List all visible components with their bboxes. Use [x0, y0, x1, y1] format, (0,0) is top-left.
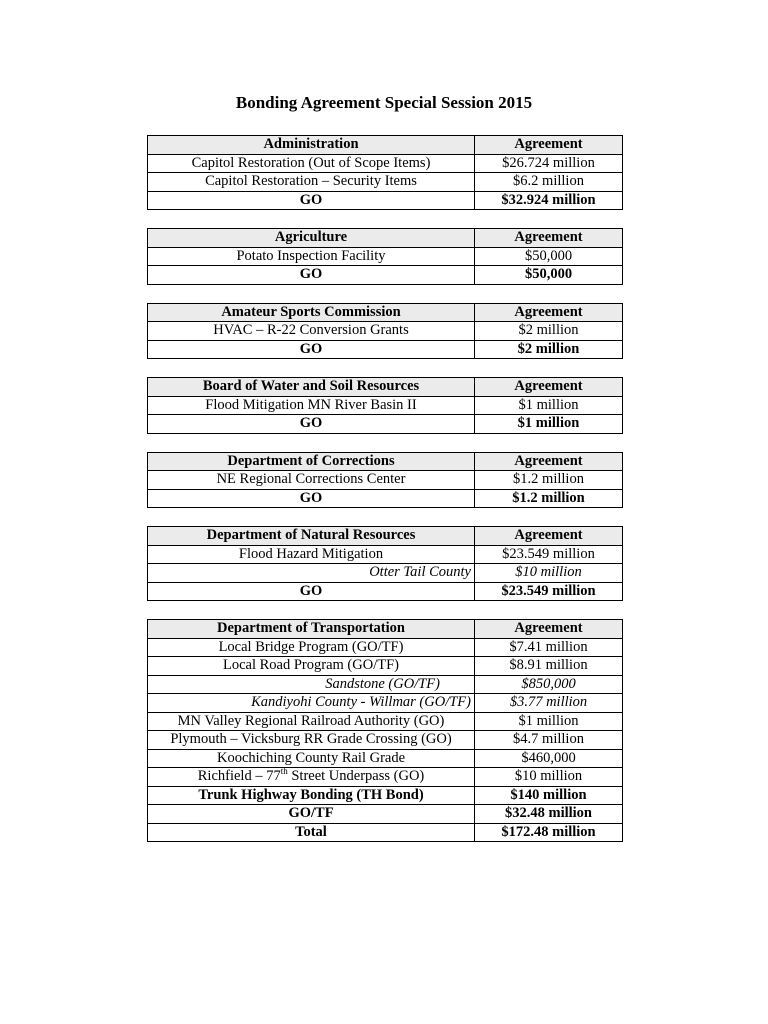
total-row [148, 582, 623, 601]
table-row [148, 657, 623, 676]
table-row [148, 322, 623, 341]
table-row [148, 712, 623, 731]
item-label: Capitol Restoration – Security Items [148, 173, 475, 192]
item-label: Koochiching County Rail Grade [148, 749, 475, 768]
table-header-row [148, 620, 623, 639]
sub-item-amount: $850,000 [475, 675, 623, 694]
section-header: Department of Corrections [148, 452, 475, 471]
table-row [148, 786, 623, 805]
item-label-suffix: Street Underpass (GO) [287, 768, 425, 785]
sub-item-label: Sandstone (GO/TF) [148, 675, 475, 694]
ordinal-suffix: th [280, 767, 288, 777]
table-board-of-water-and-soil-resources [147, 377, 623, 434]
item-amount: $26.724 million [475, 154, 623, 173]
total-row [148, 191, 623, 210]
subtotal-amount: $32.48 million [475, 805, 623, 824]
total-amount: $172.48 million [475, 823, 623, 842]
total-row [148, 266, 623, 285]
amount-header: Agreement [475, 527, 623, 546]
table-header-row [148, 229, 623, 248]
total-label: GO [148, 415, 475, 434]
table-department-of-corrections [147, 452, 623, 509]
table-amateur-sports-commission [147, 303, 623, 360]
table-department-of-transportation [147, 619, 623, 842]
total-amount: $32.924 million [475, 191, 623, 210]
section-header: Board of Water and Soil Resources [148, 378, 475, 397]
item-amount: $23.549 million [475, 545, 623, 564]
table-row [148, 638, 623, 657]
item-amount: $460,000 [475, 749, 623, 768]
table-agriculture [147, 228, 623, 285]
table-row [148, 396, 623, 415]
amount-header: Agreement [475, 303, 623, 322]
total-label: GO [148, 582, 475, 601]
sub-item-amount: $10 million [475, 564, 623, 583]
subtotal-row [148, 805, 623, 824]
amount-header: Agreement [475, 229, 623, 248]
amount-header: Agreement [475, 378, 623, 397]
item-label-prefix: Richfield – 77 [197, 768, 281, 785]
total-row [148, 415, 623, 434]
total-row [148, 823, 623, 842]
item-label: Potato Inspection Facility [148, 247, 475, 266]
sub-item-label: Otter Tail County [148, 564, 475, 583]
amount-header: Agreement [475, 136, 623, 155]
item-label: Flood Mitigation MN River Basin II [148, 396, 475, 415]
table-row [148, 749, 623, 768]
page-title: Bonding Agreement Special Session 2015 [235, 93, 533, 112]
total-amount: $50,000 [475, 266, 623, 285]
total-amount: $2 million [475, 340, 623, 359]
item-amount: $10 million [475, 768, 623, 787]
item-amount: $1.2 million [475, 471, 623, 490]
item-label: NE Regional Corrections Center [148, 471, 475, 490]
item-label: Flood Hazard Mitigation [148, 545, 475, 564]
total-label: GO [148, 340, 475, 359]
item-label: Local Bridge Program (GO/TF) [148, 638, 475, 657]
table-header-row [148, 378, 623, 397]
item-amount: $8.91 million [475, 657, 623, 676]
sub-item-label: Kandiyohi County - Willmar (GO/TF) [148, 694, 475, 713]
amount-header: Agreement [475, 452, 623, 471]
item-label: Local Road Program (GO/TF) [148, 657, 475, 676]
item-amount: $2 million [475, 322, 623, 341]
subtotal-label: GO/TF [148, 805, 475, 824]
section-header: Administration [148, 136, 475, 155]
total-amount: $1 million [475, 415, 623, 434]
total-amount: $23.549 million [475, 582, 623, 601]
table-header-row [148, 303, 623, 322]
total-label: Total [148, 823, 475, 842]
item-label: Capitol Restoration (Out of Scope Items) [148, 154, 475, 173]
item-amount: $50,000 [475, 247, 623, 266]
item-amount: $1 million [475, 396, 623, 415]
sub-item-row [148, 564, 623, 583]
sub-item-row [148, 675, 623, 694]
budget-tables [147, 135, 622, 860]
table-row [148, 173, 623, 192]
amount-header: Agreement [475, 620, 623, 639]
item-amount: $1 million [475, 712, 623, 731]
total-label: GO [148, 266, 475, 285]
table-row [148, 731, 623, 750]
table-row [148, 545, 623, 564]
section-header: Department of Natural Resources [148, 527, 475, 546]
sub-item-row [148, 694, 623, 713]
table-row [148, 154, 623, 173]
total-amount: $1.2 million [475, 489, 623, 508]
table-header-row [148, 136, 623, 155]
item-label: MN Valley Regional Railroad Authority (GO) [148, 712, 475, 731]
total-label: GO [148, 489, 475, 508]
sub-item-amount: $3.77 million [475, 694, 623, 713]
table-header-row [148, 527, 623, 546]
item-label: Trunk Highway Bonding (TH Bond) [148, 786, 475, 805]
item-amount: $140 million [475, 786, 623, 805]
item-label [148, 768, 475, 787]
table-row [148, 768, 623, 787]
total-row [148, 340, 623, 359]
item-label: Plymouth – Vicksburg RR Grade Crossing (GO) [148, 731, 475, 750]
total-label: GO [148, 191, 475, 210]
table-row [148, 247, 623, 266]
item-amount: $6.2 million [475, 173, 623, 192]
section-header: Agriculture [148, 229, 475, 248]
item-amount: $7.41 million [475, 638, 623, 657]
table-header-row [148, 452, 623, 471]
item-amount: $4.7 million [475, 731, 623, 750]
total-row [148, 489, 623, 508]
section-header: Amateur Sports Commission [148, 303, 475, 322]
table-row [148, 471, 623, 490]
table-department-of-natural-resources [147, 526, 623, 601]
section-header: Department of Transportation [148, 620, 475, 639]
item-label: HVAC – R-22 Conversion Grants [148, 322, 475, 341]
table-administration [147, 135, 623, 210]
